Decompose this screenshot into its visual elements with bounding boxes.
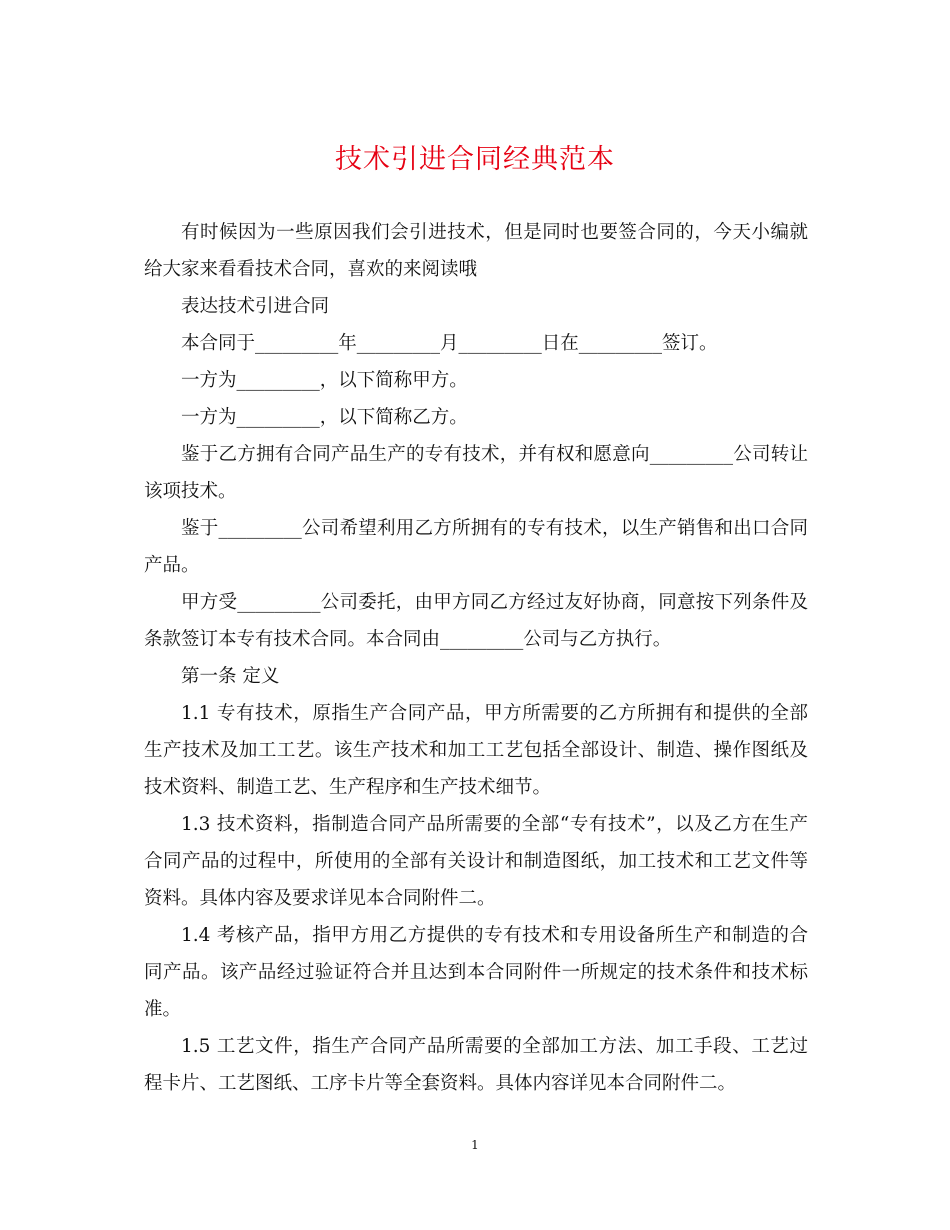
paragraph-whereas-2: 鉴于_________公司希望利用乙方所拥有的专有技术，以生产销售和出口合同产品。	[144, 518, 808, 576]
clause-1-5: 1.5 工艺文件，指生产合同产品所需要的全部加工方法、加工手段、工艺过程卡片、工艺图纸、工序卡片等全套资料。具体内容详见本合同附件二。	[144, 1036, 808, 1094]
paragraph-commission: 甲方受_________公司委托，由甲方同乙方经过友好协商，同意按下列条件及条款签订本专有技术合同。本合同由_________公司与乙方执行。	[144, 592, 808, 650]
document-title: 技术引进合同经典范本	[335, 144, 615, 175]
paragraph-party-b: 一方为_________，以下简称乙方。	[181, 407, 468, 428]
paragraph-whereas-1: 鉴于乙方拥有合同产品生产的专有技术，并有权和愿意向_________公司转让该项技术。	[144, 444, 808, 502]
document-body	[144, 214, 808, 1102]
page-number: 1	[471, 1138, 479, 1152]
paragraph-contract-heading: 表达技术引进合同	[181, 296, 330, 317]
clause-1-3: 1.3 技术资料，指制造合同产品所需要的全部“专有技术”，以及乙方在生产合同产品的过程中，所使用的全部有关设计和制造图纸，加工技术和工艺文件等资料。具体内容及要求详见本合同附件二。	[144, 814, 808, 909]
clause-1-1: 1.1 专有技术，原指生产合同产品，甲方所需要的乙方所拥有和提供的全部生产技术及加工工艺。该生产技术和加工工艺包括全部设计、制造、操作图纸及技术资料、制造工艺、生产程序和生产技术细节。	[144, 703, 808, 798]
paragraph-party-a: 一方为_________，以下简称甲方。	[181, 370, 468, 391]
article-1-heading: 第一条 定义	[181, 666, 280, 687]
paragraph-intro: 有时候因为一些原因我们会引进技术，但是同时也要签合同的，今天小编就给大家来看看技术合同，喜欢的来阅读哦	[144, 222, 808, 280]
clause-1-4: 1.4 考核产品，指甲方用乙方提供的专有技术和专用设备所生产和制造的合同产品。该产品经过验证符合并且达到本合同附件一所规定的技术条件和技术标准。	[144, 925, 808, 1020]
paragraph-signing-date: 本合同于_________年_________月_________日在_________签订。	[181, 333, 718, 354]
